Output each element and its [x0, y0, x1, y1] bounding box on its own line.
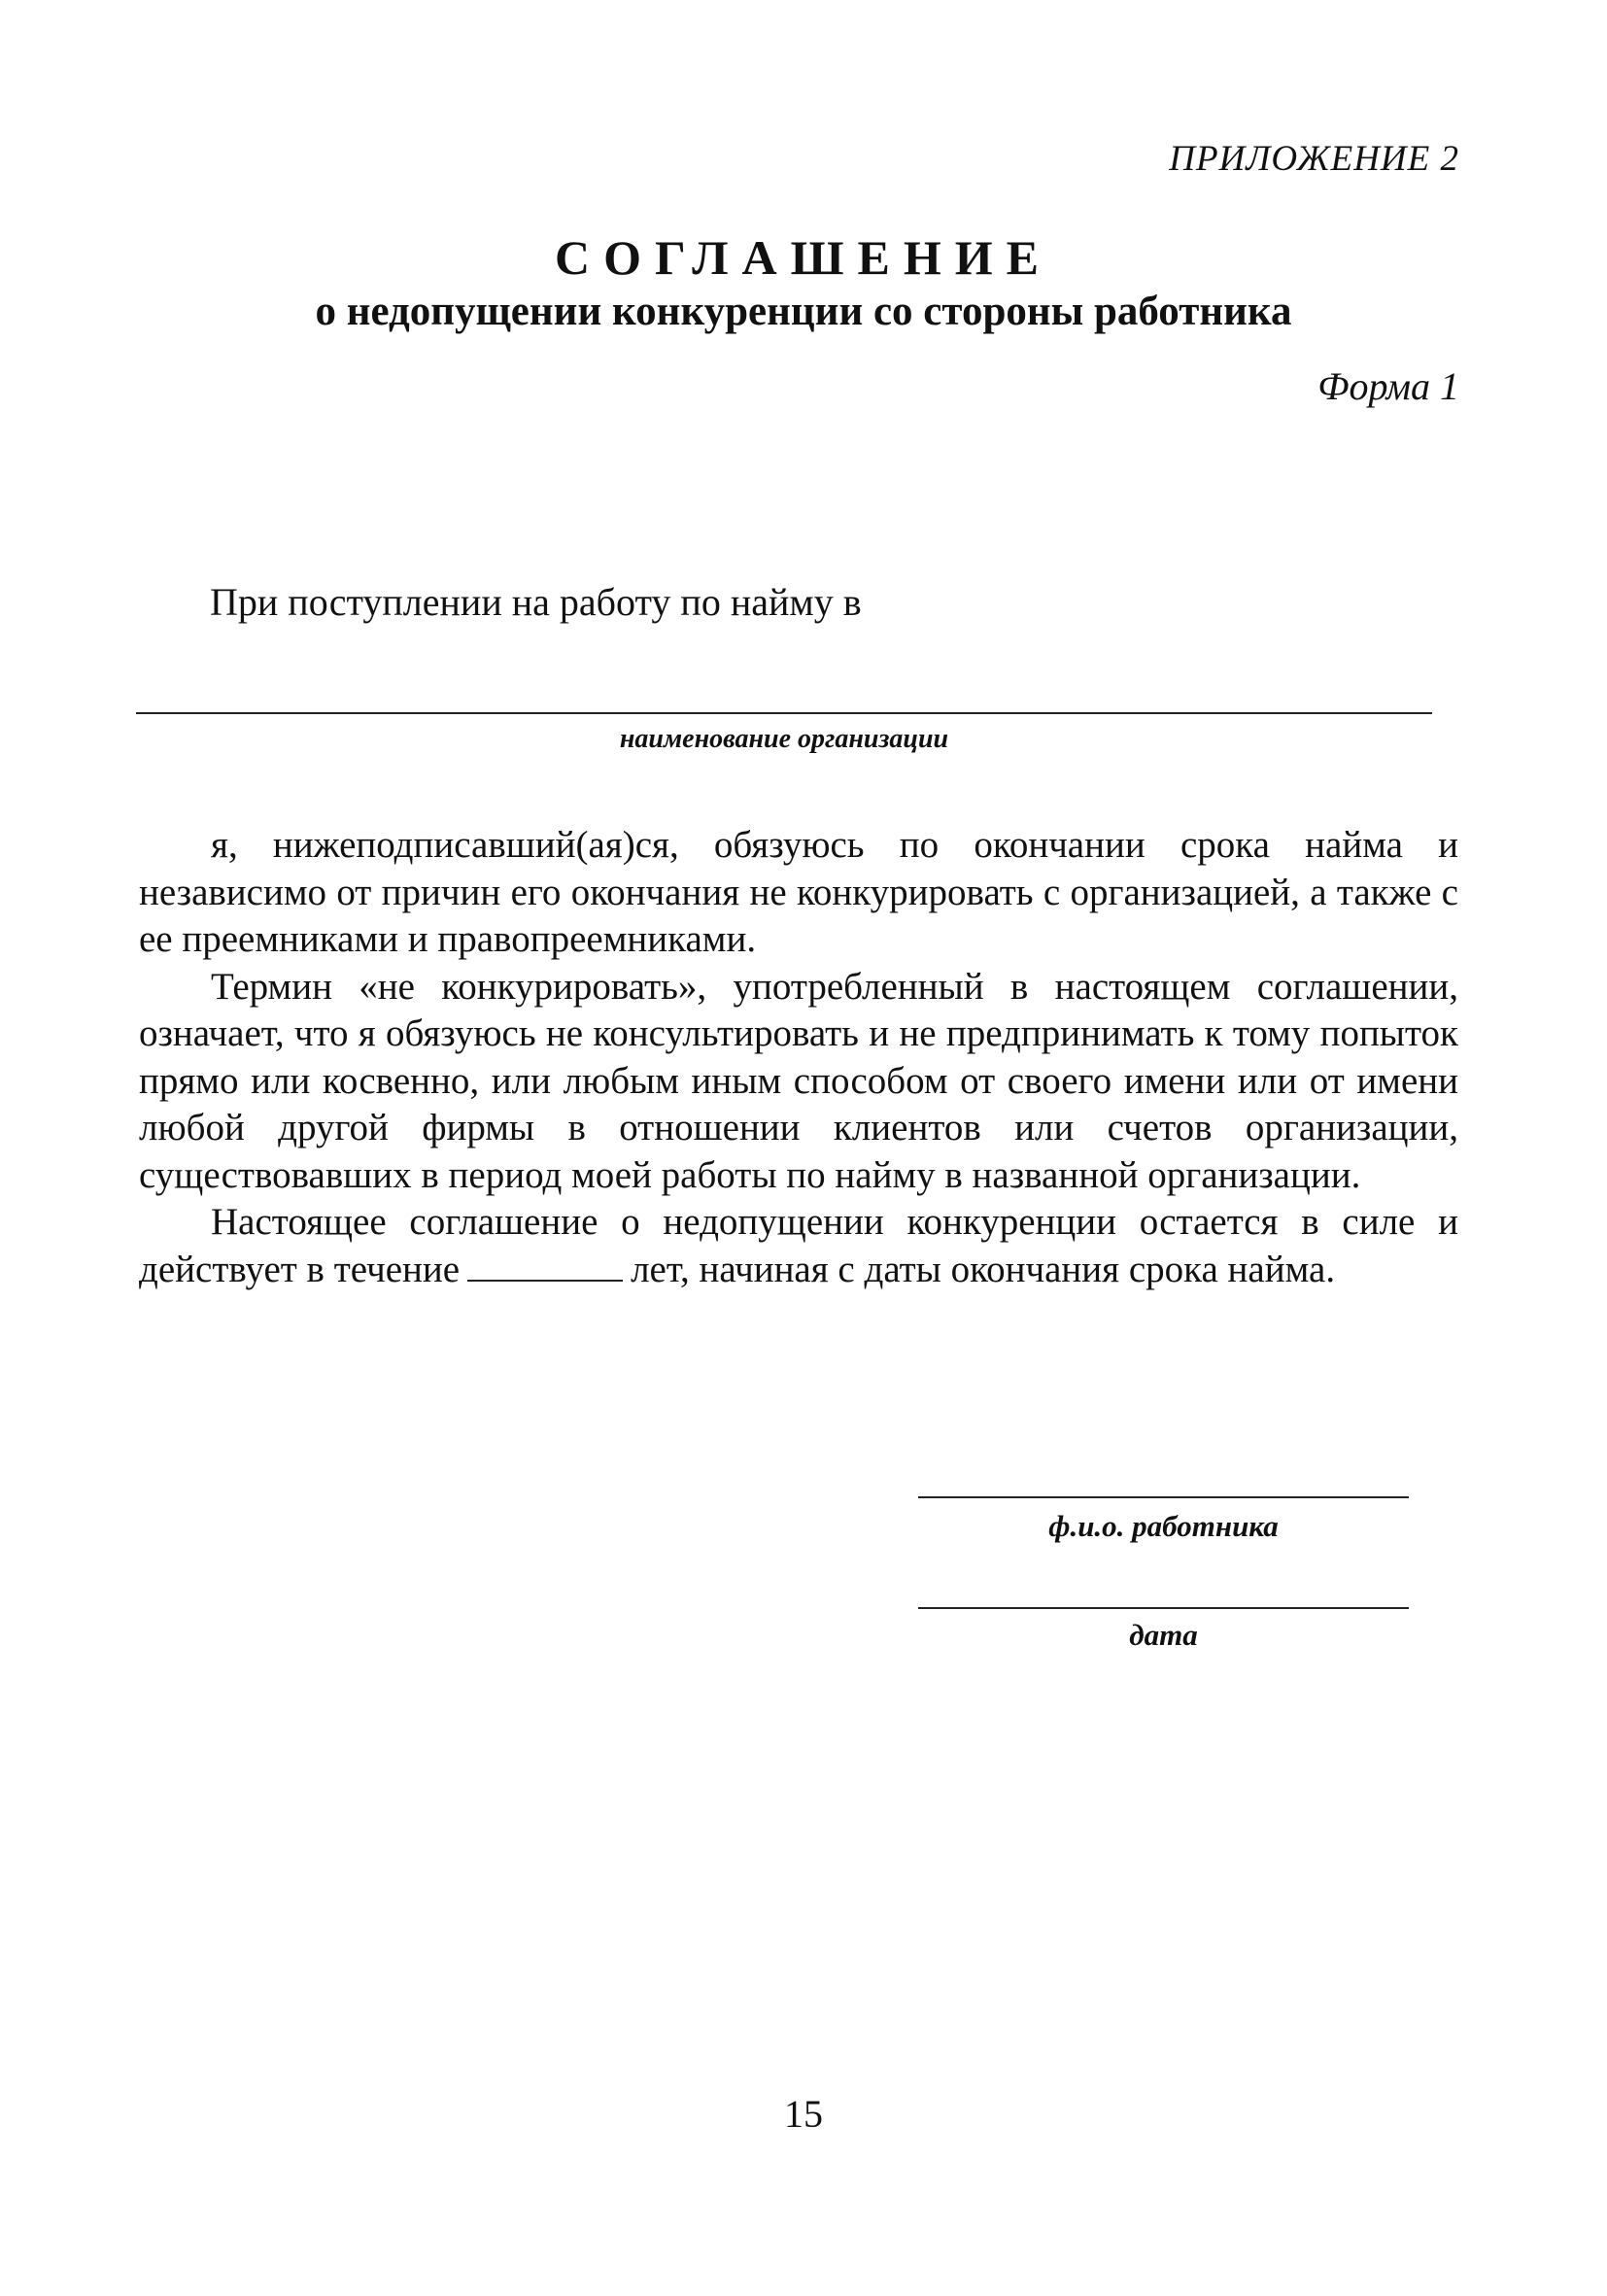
- term-text-before: Настоящее соглашение о недопущении конкуренции остается в силе и действует в течение: [139, 1201, 1458, 1290]
- organization-name-caption: наименование организации: [619, 724, 949, 754]
- page-number: 15: [784, 2092, 823, 2136]
- paragraph-obligation: я, нижеподписавший(ая)ся, обязуюсь по окончании срока найма и независимо от причин его окончания не конкурировать с организацией, а также с ее преемниками и правопреемниками.: [139, 824, 1458, 960]
- form-label: Форма 1: [1317, 364, 1459, 408]
- term-text-after: лет, начиная с даты окончания срока найма.: [631, 1248, 1336, 1290]
- date-caption: дата: [1129, 1618, 1198, 1652]
- organization-name-field: [136, 712, 1432, 714]
- document-subtitle: о недопущении конкуренции со стороны работника: [315, 289, 1292, 334]
- document-title: СОГЛАШЕНИЕ: [554, 230, 1053, 285]
- paragraph-definition: Термин «не конкурировать», употребленный в настоящем соглашении, означает, что я обязуюсь не консультировать и не предпринимать к тому попыток прямо или косвенно, или любым иным способом от своего имени или от имени любой другой фирмы в отношении клиентов или счетов организации, существовавших в период моей работы по найму в названной организации.: [139, 965, 1458, 1196]
- employee-name-field: [918, 1496, 1409, 1498]
- agreement-body: [139, 822, 1458, 1293]
- intro-text: При поступлении на работу по найму в: [210, 580, 862, 624]
- date-field: [918, 1607, 1409, 1609]
- employee-name-caption: ф.и.о. работника: [1048, 1509, 1279, 1543]
- years-blank-field: [467, 1251, 623, 1282]
- appendix-label: ПРИЛОЖЕНИЕ 2: [1169, 139, 1459, 179]
- paragraph-term: [139, 1199, 1458, 1293]
